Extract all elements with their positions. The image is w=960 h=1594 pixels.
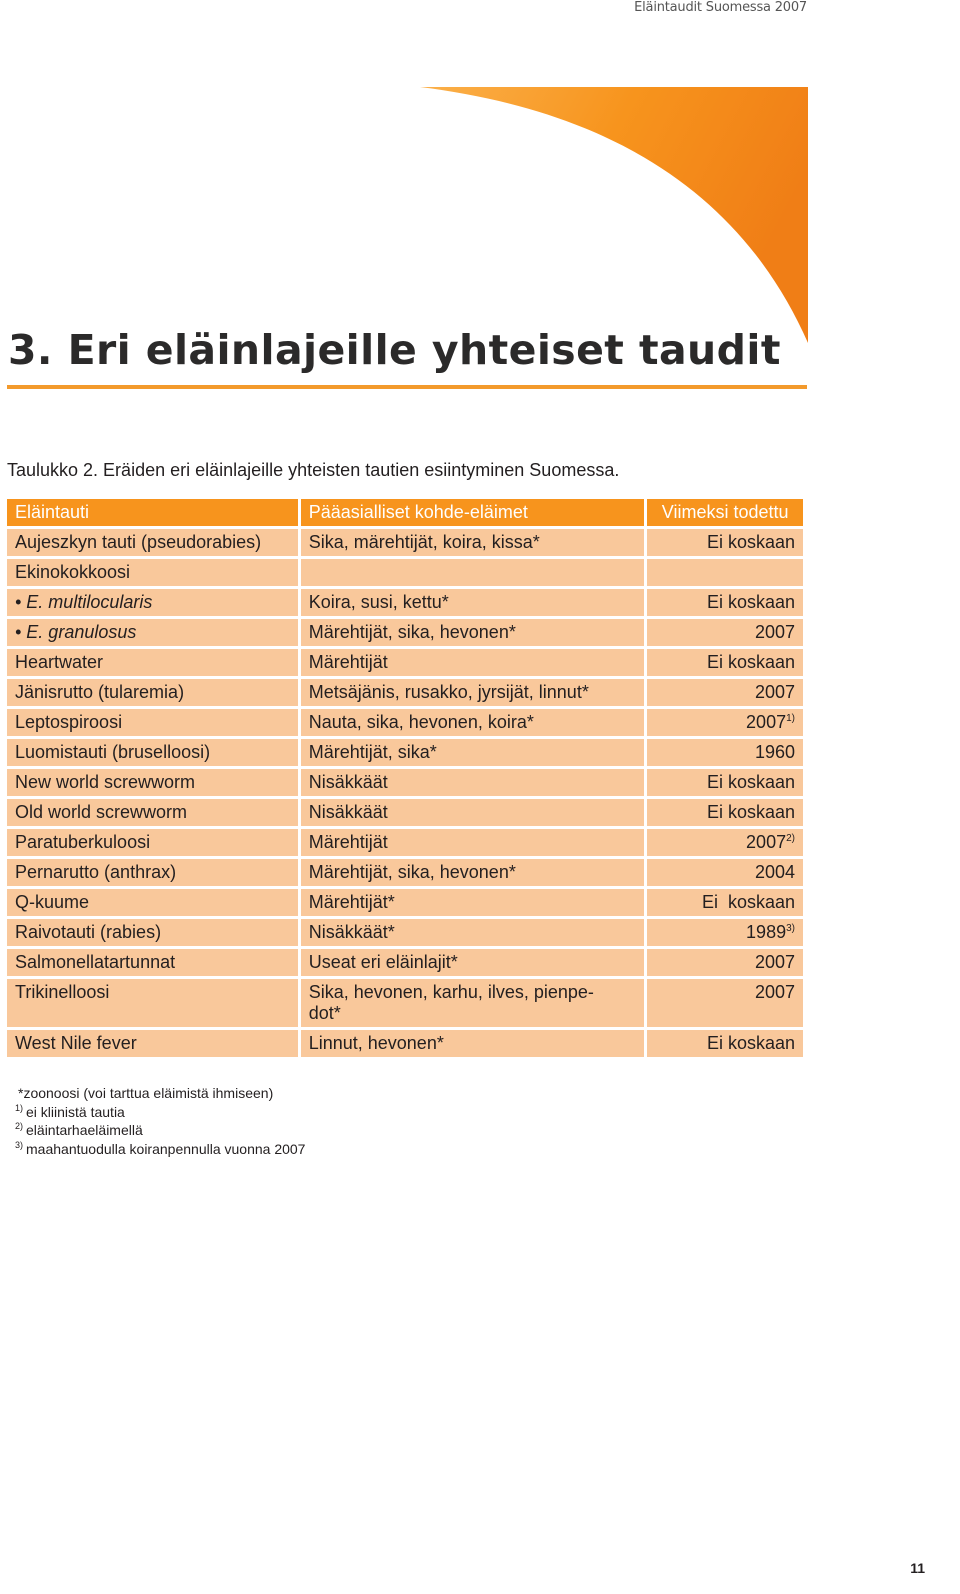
last-value: 2007 [754, 982, 795, 1002]
last-value: 1989 [746, 922, 787, 942]
table-header-row [7, 499, 803, 526]
cell-last-detected [647, 589, 803, 616]
cell-last-detected [647, 739, 803, 766]
last-value: 1960 [754, 742, 795, 762]
table-row [7, 589, 803, 616]
cell-last-detected [647, 829, 803, 856]
footnote-mark: 2) [15, 1121, 24, 1132]
cell-hosts: Märehtijät, sika, hevonen* [301, 859, 645, 886]
cell-disease: Trikinelloosi [7, 979, 298, 1027]
cell-last-detected [647, 1030, 803, 1057]
footnote [15, 1140, 305, 1159]
last-value: 2007 [754, 682, 795, 702]
footnote-ref: 1) [786, 713, 795, 724]
footnote-mark: 3) [15, 1139, 24, 1150]
table-row [7, 979, 803, 1027]
table-row [7, 949, 803, 976]
cell-disease: • E. multilocularis [7, 589, 298, 616]
cell-hosts: Useat eri eläinlajit* [301, 949, 645, 976]
cell-last-detected [647, 979, 803, 1027]
cell-disease: • E. granulosus [7, 619, 298, 646]
cell-disease: Paratuberkuloosi [7, 829, 298, 856]
cell-hosts: Märehtijät [301, 829, 645, 856]
table-row [7, 709, 803, 736]
last-value: Ei koskaan [701, 892, 795, 912]
cell-disease: Raivotauti (rabies) [7, 919, 298, 946]
footnote-ref: 3) [786, 923, 795, 934]
cell-hosts: Nisäkkäät [301, 769, 645, 796]
cell-hosts: Märehtijät* [301, 889, 645, 916]
cell-disease: Aujeszkyn tauti (pseudorabies) [7, 529, 298, 556]
table-row [7, 799, 803, 826]
cell-disease: Salmonellatartunnat [7, 949, 298, 976]
cell-disease: Leptospiroosi [7, 709, 298, 736]
table-row [7, 859, 803, 886]
cell-disease: Heartwater [7, 649, 298, 676]
last-value: Ei koskaan [706, 592, 795, 612]
table-row [7, 649, 803, 676]
table-caption: Taulukko 2. Eräiden eri eläinlajeille yhteisten tautien esiintyminen Suomessa. [7, 460, 620, 480]
cell-hosts: Nauta, sika, hevonen, koira* [301, 709, 645, 736]
footnote [15, 1084, 305, 1103]
footnote [15, 1103, 305, 1122]
cell-hosts: Märehtijät [301, 649, 645, 676]
footnotes [15, 1084, 305, 1158]
cell-last-detected [647, 799, 803, 826]
cell-disease: Q-kuume [7, 889, 298, 916]
last-value: 2007 [746, 712, 787, 732]
cell-last-detected [647, 619, 803, 646]
footnote-text: ei kliinistä tautia [26, 1103, 125, 1120]
cell-hosts: Metsäjänis, rusakko, jyrsijät, linnut* [301, 679, 645, 706]
cell-hosts: Märehtijät, sika* [301, 739, 645, 766]
cell-disease: Pernarutto (anthrax) [7, 859, 298, 886]
cell-hosts: Märehtijät, sika, hevonen* [301, 619, 645, 646]
table-row [7, 1030, 803, 1057]
cell-hosts: Linnut, hevonen* [301, 1030, 645, 1057]
cell-last-detected [647, 859, 803, 886]
header-last-detected: Viimeksi todettu [647, 499, 803, 526]
header-hosts: Pääasialliset kohde-eläimet [301, 499, 645, 526]
title-underline [7, 385, 807, 389]
last-value: Ei koskaan [706, 772, 795, 792]
cell-last-detected [647, 919, 803, 946]
cell-last-detected [647, 949, 803, 976]
last-value: Ei koskaan [706, 1033, 795, 1053]
table-row [7, 919, 803, 946]
last-value: 2007 [746, 832, 787, 852]
table-row [7, 829, 803, 856]
table-row [7, 559, 803, 586]
table-row [7, 679, 803, 706]
table-row [7, 889, 803, 916]
cell-last-detected [647, 679, 803, 706]
last-value: Ei koskaan [706, 532, 795, 552]
cell-disease: West Nile fever [7, 1030, 298, 1057]
cell-last-detected [647, 769, 803, 796]
cell-disease: Luomistauti (bruselloosi) [7, 739, 298, 766]
cell-disease: Old world screwworm [7, 799, 298, 826]
footnote-text: eläintarhaeläimellä [26, 1122, 143, 1138]
cell-disease: New world screwworm [7, 769, 298, 796]
chapter-title: 3. Eri eläinlajeille yhteiset taudit [8, 326, 781, 374]
footnote-ref: 2) [786, 833, 795, 844]
footnote-mark: 1) [15, 1102, 24, 1113]
last-value: Ei koskaan [706, 652, 795, 672]
table-row [7, 739, 803, 766]
cell-last-detected [647, 529, 803, 556]
cell-hosts: Koira, susi, kettu* [301, 589, 645, 616]
page-number: 11 [910, 1560, 925, 1576]
cell-last-detected [647, 559, 803, 586]
cell-disease: Jänisrutto (tularemia) [7, 679, 298, 706]
last-value: 2007 [754, 622, 795, 642]
running-header: Eläintaudit Suomessa 2007 [634, 0, 807, 15]
disease-table [4, 496, 806, 1060]
last-value: 2004 [754, 862, 795, 882]
cell-hosts [301, 559, 645, 586]
cell-disease: Ekinokokkoosi [7, 559, 298, 586]
table-row [7, 619, 803, 646]
table-row [7, 529, 803, 556]
cell-last-detected [647, 709, 803, 736]
footnote [15, 1121, 305, 1140]
last-value: 2007 [754, 952, 795, 972]
header-disease: Eläintauti [7, 499, 298, 526]
last-value: Ei koskaan [706, 802, 795, 822]
cell-last-detected [647, 889, 803, 916]
table-row [7, 769, 803, 796]
cell-hosts: Nisäkkäät [301, 799, 645, 826]
cell-hosts: Sika, märehtijät, koira, kissa* [301, 529, 645, 556]
cell-hosts: Sika, hevonen, karhu, ilves, pienpe-dot* [301, 979, 645, 1027]
cell-last-detected [647, 649, 803, 676]
cell-hosts: Nisäkkäät* [301, 919, 645, 946]
footnote-text: *zoonoosi (voi tarttua eläimistä ihmiseen) [18, 1085, 274, 1101]
footnote-text: maahantuodulla koiranpennulla vuonna 2007 [26, 1140, 306, 1157]
